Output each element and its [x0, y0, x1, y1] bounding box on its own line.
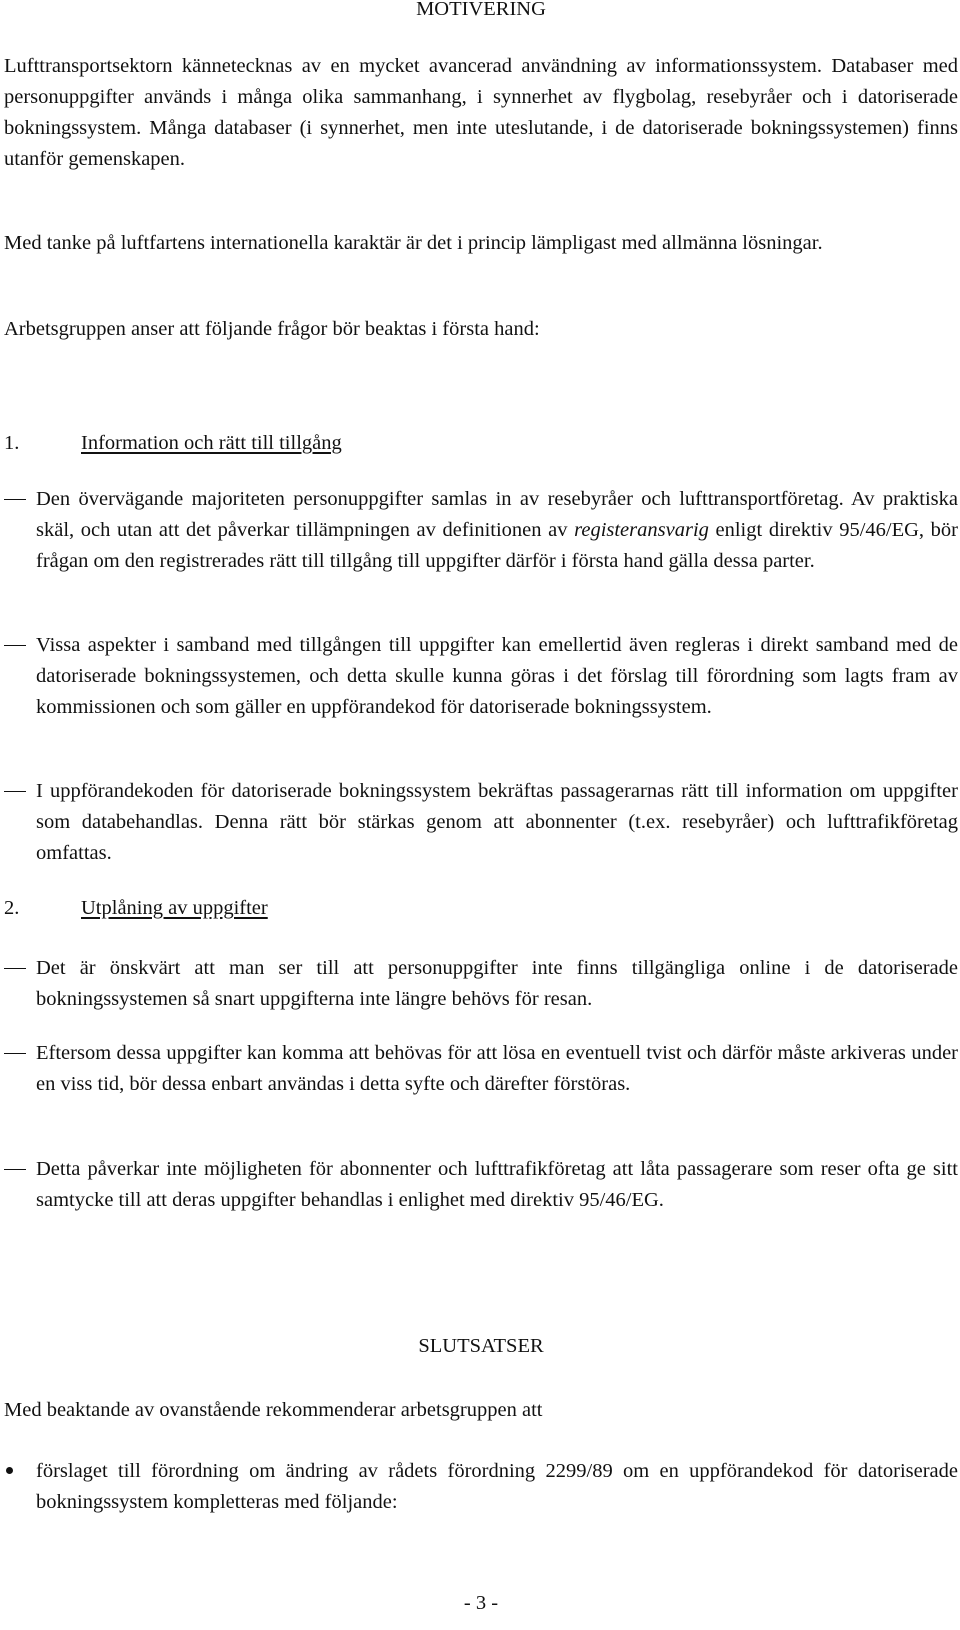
section-2-item-3-text: Detta påverkar inte möjligheten för abonnenter och lufttrafikföretag att låta passagerare som reser ofta ge sitt samtycke till att deras uppgifter behandlas i enlighet med direktiv 95/46/EG.: [36, 1158, 958, 1211]
section-1-number: 1.: [4, 432, 20, 454]
dash-icon: [4, 1038, 26, 1069]
section-2-item-1-text: Det är önskvärt att man ser till att personuppgifter inte finns tillgängliga online i de datoriserade bokningssystemen så snart uppgifterna inte längre behövs för resan.: [36, 957, 958, 1010]
motivation-paragraph-3: Arbetsgruppen anser att följande frågor bör beaktas i första hand:: [4, 318, 540, 340]
conclusions-bullet-1-text: förslaget till förordning om ändring av rådets förordning 2299/89 om en uppförandekod för datoriserade bokningssystem kompletteras med följande:: [36, 1460, 958, 1513]
conclusions-heading: SLUTSATSER: [418, 1335, 544, 1357]
section-2-title: Utplåning av uppgifter: [81, 897, 268, 919]
motivation-paragraph-2: Med tanke på luftfartens internationella karaktär är det i princip lämpligast med allmänna lösningar.: [4, 232, 823, 254]
dash-icon: [4, 1154, 26, 1185]
section-1-item-3-text: I uppförandekoden för datoriserade bokningssystem bekräftas passagerarnas rätt till information om uppgifter som databehandlas. Denna rätt bör stärkas genom att abonnenter (t.ex. resebyråer) och lufttrafikföretag omfattas.: [36, 780, 958, 864]
section-1-item-1-text: Den övervägande majoriteten personuppgifter samlas in av resebyråer och lufttransportföretag. Av praktiska skäl, och utan att det påverkar tillämpningen av definitionen av registeransvarig enligt direktiv 95/46/EG, bör frågan om den registrerades rätt till tillgång till uppgifter därför i första hand gälla dessa parter.: [36, 488, 958, 572]
section-1-item-2-text: Vissa aspekter i samband med tillgången till uppgifter kan emellertid även regleras i direkt samband med de datoriserade bokningssystemen, och detta skulle kunna göras i det förslag till förordning som lagts fram av kommissionen och som gäller en uppförandekod för datoriserade bokningssystem.: [36, 634, 958, 718]
emphasis-term: registeransvarig: [574, 519, 709, 541]
dash-icon: [4, 953, 26, 984]
dash-icon: [4, 484, 26, 515]
page-number: - 3 -: [463, 1592, 499, 1614]
conclusions-intro: Med beaktande av ovanstående rekommenderar arbetsgruppen att: [4, 1399, 543, 1421]
dash-icon: [4, 630, 26, 661]
section-1-title: Information och rätt till tillgång: [81, 432, 342, 454]
motivation-heading: MOTIVERING: [416, 0, 546, 20]
motivation-paragraph-1: Lufttransportsektorn kännetecknas av en mycket avancerad användning av informationssystem. Databaser med personuppgifter används i många olika sammanhang, i synnerhet av flygbolag, resebyråer och i datoriserade bokningssystem. Många databaser (i synnerhet, men inte uteslutande, i de datoriserade bokningssystemen) finns utanför gemenskapen.: [4, 55, 958, 170]
section-2-item-2-text: Eftersom dessa uppgifter kan komma att behövas för att lösa en eventuell tvist och därför måste arkiveras under en viss tid, bör dessa enbart användas i detta syfte och därefter förstöras.: [36, 1042, 958, 1095]
section-1-heading: [4, 428, 342, 459]
dash-icon: [4, 776, 26, 807]
section-2-heading: [4, 893, 268, 924]
bullet-icon: [4, 1456, 11, 1487]
section-2-number: 2.: [4, 897, 20, 919]
